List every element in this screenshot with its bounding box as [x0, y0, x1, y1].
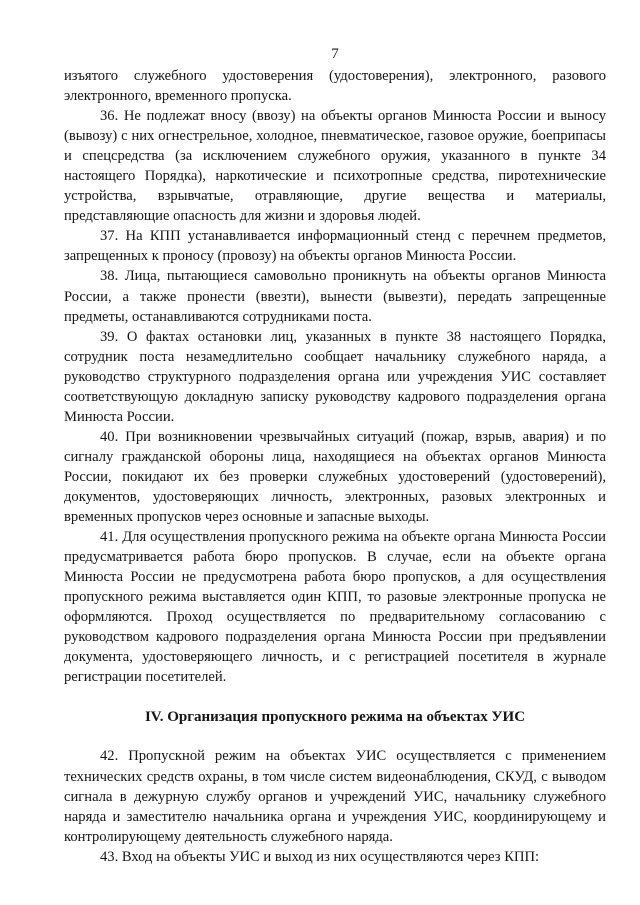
paragraph-39: 39. О фактах остановки лиц, указанных в пункте 38 настоящего Порядка, сотрудник поста незамедлительно сообщает начальнику служебного наряда, а руководство структурного подразделения органа или учреждения УИС составляет соответствующую докладную записку руководству кадрового подразделения органа Минюста России. [64, 328, 606, 425]
paragraph-41: 41. Для осуществления пропускного режима на объекте органа Минюста России предусматривается работа бюро пропусков. В случае, если на объекте органа Минюста России не предусмотрена работа бюро пропусков, а для осуществления пропускного режима выставляется один КПП, то разовые электронные пропуска не оформляются. Проход осуществляется по предварительному согласованию с руководством кадрового подразделения органа Минюста России при предъявлении документа, удостоверяющего личность, и с регистрацией посетителя в журнале регистрации посетителей. [64, 529, 606, 686]
paragraph-42: 42. Пропускной режим на объектах УИС осуществляется с применением технических средств охраны, в том числе систем видеонаблюдения, СКУД, с выводом сигнала в дежурную службу органов и учреждений УИС, начальнику служебного наряда и заместителю начальника органа и учреждения УИС, координирующему и контролирующему деятельность служебного наряда. [64, 748, 606, 845]
paragraph-36: 36. Не подлежат вносу (ввозу) на объекты органов Минюста России и выносу (вывозу) с них огнестрельное, холодное, пневматическое, газовое оружие, боеприпасы и спецсредства (за исключением служебного оружия, указанного в пункте 34 настоящего Порядка), наркотические и психотропные средства, пиротехнические устройства, взрывчатые, отравляющие, другие вещества и материалы, представляющие опасность для жизни и здоровья людей. [64, 108, 606, 225]
page-number: 7 [331, 46, 339, 62]
section-heading: IV. Организация пропускного режима на объектах УИС [144, 709, 526, 726]
paragraph-43: 43. Вход на объекты УИС и выход из них осуществляются через КПП: [100, 848, 540, 865]
paragraph-continuation: изъятого служебного удостоверения (удостоверения), электронного, разового электронного, временного пропуска. [64, 68, 606, 105]
paragraph-37: 37. На КПП устанавливается информационный стенд с перечнем предметов, запрещенных к проносу (провозу) на объекты органов Минюста России. [64, 228, 606, 265]
paragraph-38: 38. Лица, пытающиеся самовольно проникнуть на объекты органов Минюста России, а также пронести (ввезти), вынести (вывезти), передать запрещенные предметы, останавливаются сотрудниками поста. [64, 268, 606, 325]
paragraph-40: 40. При возникновении чрезвычайных ситуаций (пожар, взрыв, авария) и по сигналу гражданской обороны лица, находящиеся на объектах органов Минюста России, покидают их без проверки служебных удостоверений (удостоверений), документов, удостоверяющих личность, электронных, разовых электронных и временных пропусков через основные и запасные выходы. [64, 428, 606, 526]
